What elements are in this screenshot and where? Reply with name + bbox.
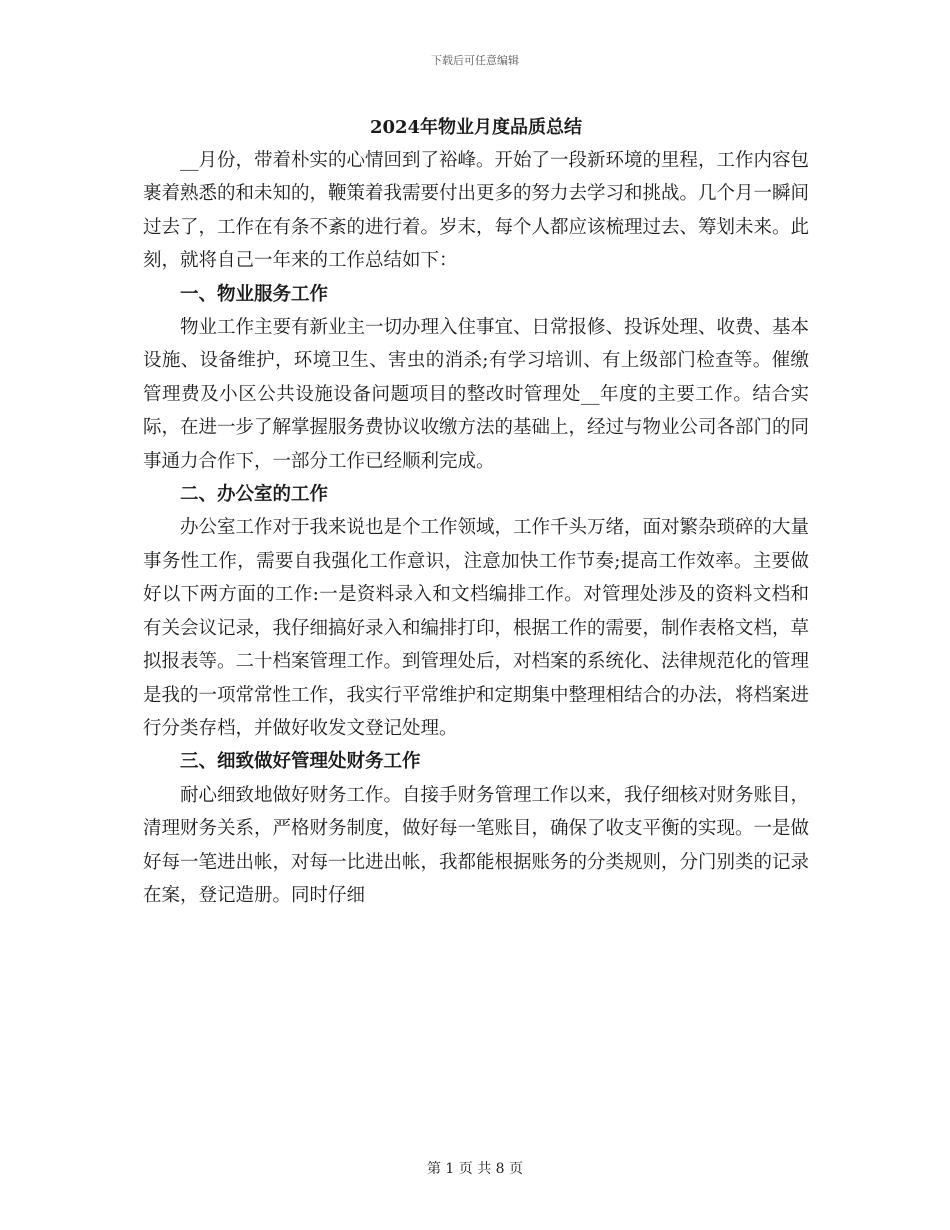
document-body [143, 112, 809, 912]
section-heading-office-work: 二、办公室的工作 [180, 484, 329, 506]
section-body-office-work: 办公室工作对于我来说也是个工作领域，工作千头万绪，面对繁杂琐碎的大量事务性工作，需要自我强化工作意识，注意加快工作节奏;提高工作效率。主要做好以下两方面的工作:一是资料录入和文档编排工作。对管理处涉及的资料文档和有关会议记录，我仔细搞好录入和编排打印，根据工作的需要，制作表格文档，草拟报表等。二十档案管理工作。到管理处后，对档案的系统化、法律规范化的管理是我的一项常常性工作，我实行平常维护和定期集中整理相结合的办法，将档案进行分类存档，并做好收发文登记处理。 [143, 517, 810, 739]
page-header-note: 下载后可任意编辑 [431, 54, 519, 67]
section-body-finance-work: 耐心细致地做好财务工作。自接手财务管理工作以来，我仔细核对财务账目，清理财务关系，严格财务制度，做好每一笔账目，确保了收支平衡的实现。一是做好每一笔进出帐，对每一比进出帐，我都能根据账务的分类规则，分门别类的记录在案，登记造册。同时仔细 [143, 784, 810, 906]
section-body-property-service: 物业工作主要有新业主一切办理入住事宜、日常报修、投诉处理、收费、基本设施、设备维护，环境卫生、害虫的消杀;有学习培训、有上级部门检查等。催缴管理费及小区公共设施设备问题项目的整改时管理处__年度的主要工作。结合实际，在进一步了解掌握服务费协议收缴方法的基础上，经过与物业公司各部门的同事通力合作下，一部分工作已经顺利完成。 [143, 317, 810, 472]
intro-paragraph: __月份，带着朴实的心情回到了裕峰。开始了一段新环境的里程，工作内容包裹着熟悉的和未知的，鞭策着我需要付出更多的努力去学习和挑战。几个月一瞬间过去了，工作在有条不紊的进行着。岁末，每个人都应该梳理过去、筹划未来。此刻，就将自己一年来的工作总结如下： [143, 150, 810, 272]
section-heading-finance-work: 三、细致做好管理处财务工作 [180, 751, 421, 773]
page-number: 第 1 页 共 8 页 [426, 1161, 524, 1177]
document-title: 2024年物业月度品质总结 [369, 117, 583, 138]
section-heading-property-service: 一、物业服务工作 [180, 283, 329, 305]
